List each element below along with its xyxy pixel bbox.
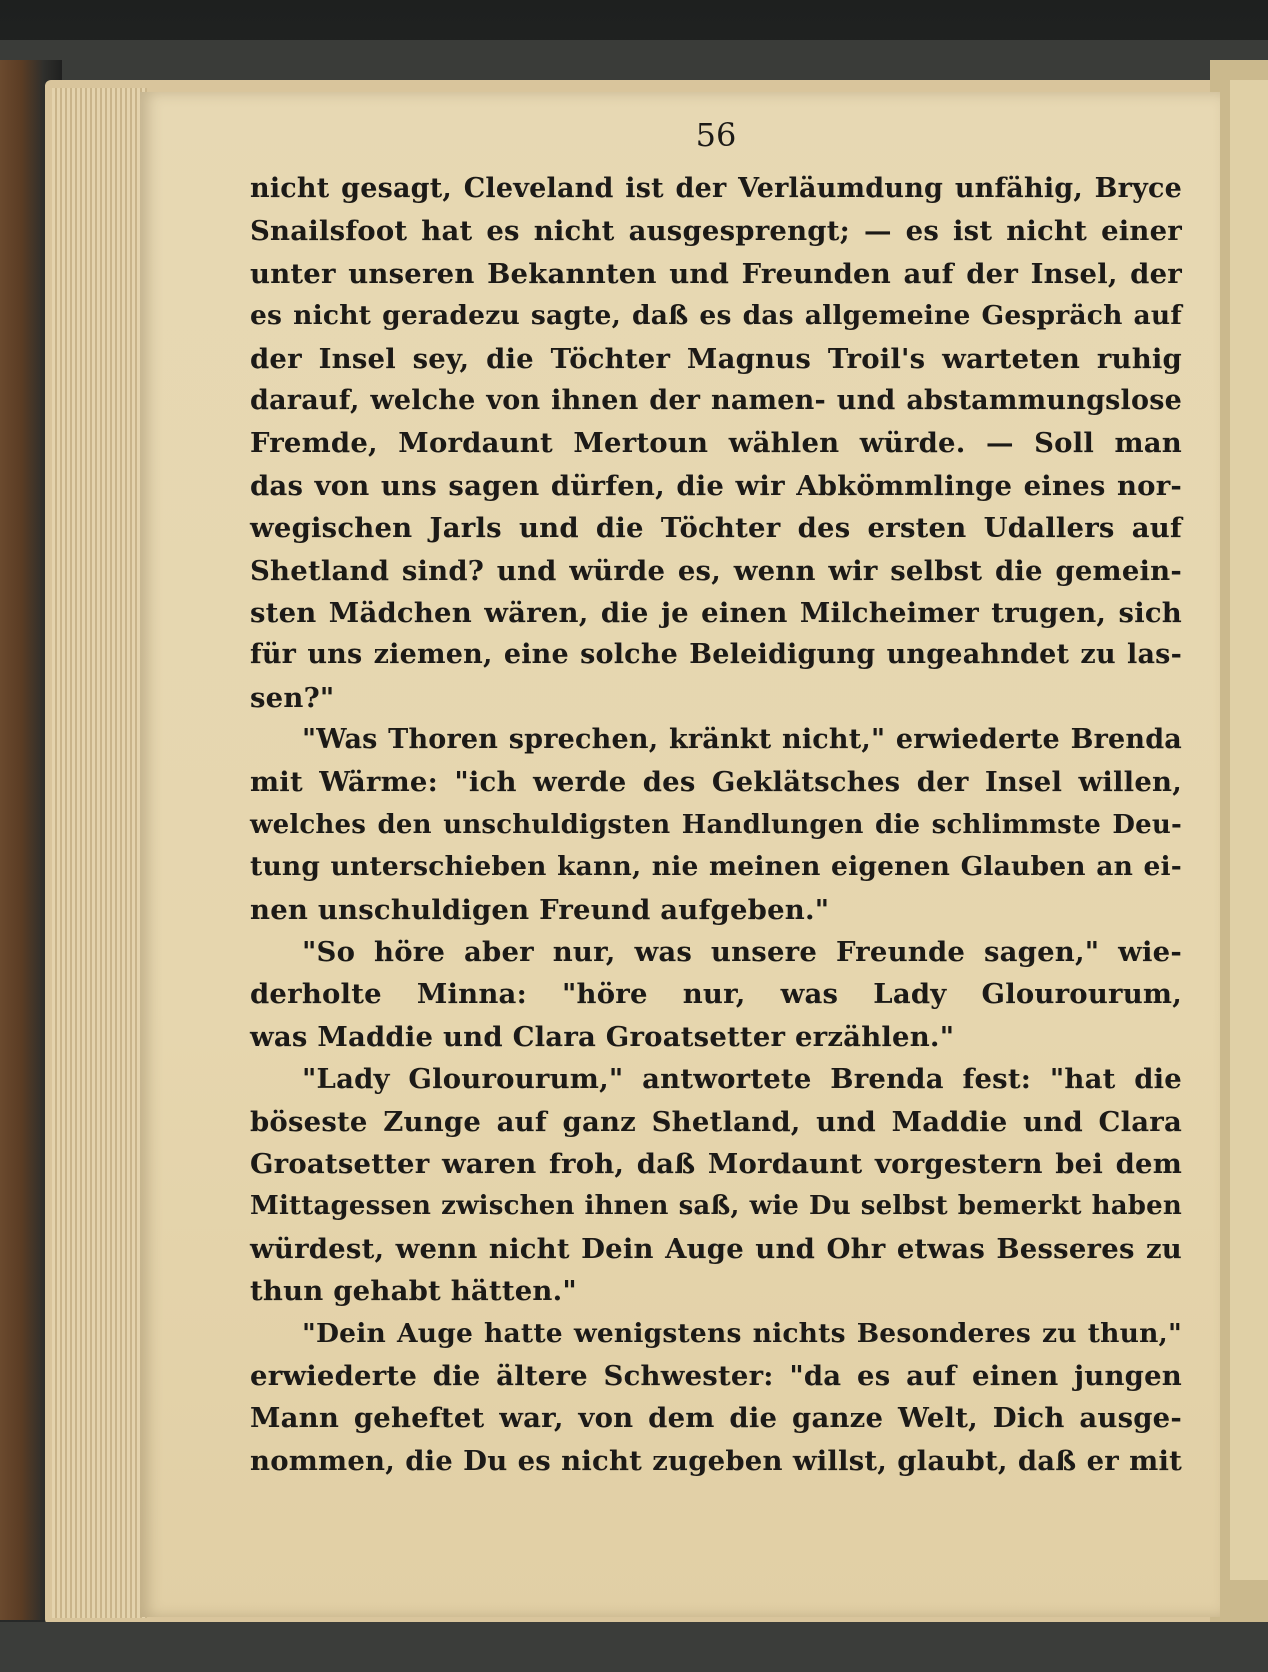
text-line: was Maddie und Clara Groatsetter erzählen." xyxy=(250,1020,955,1053)
text-line: sten Mädchen wären, die je einen Milcheimer trugen, sich xyxy=(250,596,1182,629)
text-line: nommen, die Du es nicht zugeben willst, glaubt, daß er mit xyxy=(250,1444,1182,1477)
text-line: der Insel sey, die Töchter Magnus Troil's warteten ruhig xyxy=(250,342,1182,375)
text-line: welches den unschuldigsten Handlungen die schlimmste Deu- xyxy=(250,809,1182,840)
text-line: Snailsfoot hat es nicht ausgesprengt; — es ist nicht einer xyxy=(250,215,1182,248)
page-number: 56 xyxy=(695,116,737,154)
text-line: mit Wärme: "ich werde des Geklätsches der Insel willen, xyxy=(250,766,1182,799)
text-line: für uns ziemen, eine solche Beleidigung ungeahndet zu las- xyxy=(250,639,1182,671)
text-line: erwiederte die ältere Schwester: "da es auf einen jungen xyxy=(250,1359,1182,1392)
text-line: thun gehabt hätten." xyxy=(250,1275,577,1308)
text-line: "So höre aber nur, was unsere Freunde sagen," wie- xyxy=(302,936,1182,969)
text-line: darauf, welche von ihnen der namen- und abstammungslose xyxy=(250,384,1182,416)
text-line: derholte Minna: "höre nur, was Lady Glourourum, xyxy=(250,978,1182,1011)
text-line: "Was Thoren sprechen, kränkt nicht," erwiederte Brenda xyxy=(302,724,1182,756)
next-page-edge xyxy=(1230,80,1268,1580)
text-line: nicht gesagt, Cleveland ist der Verläumdung unfähig, Bryce xyxy=(250,173,1182,204)
book-cover-bottom xyxy=(0,1622,1268,1672)
text-line: würdest, wenn nicht Dein Auge und Ohr etwas Besseres zu xyxy=(250,1232,1182,1265)
text-line: "Lady Glourourum," antwortete Brenda fest: "hat die xyxy=(302,1063,1182,1096)
text-line: sen?" xyxy=(250,681,335,714)
text-line: "Dein Auge hatte wenigstens nichts Besonderes zu thun," xyxy=(302,1317,1182,1349)
text-line: das von uns sagen dürfen, die wir Abkömmlinge eines nor- xyxy=(250,469,1182,502)
page-edges xyxy=(52,88,147,1618)
text-line: es nicht geradezu sagte, daß es das allgemeine Gespräch auf xyxy=(250,300,1182,332)
text-line: böseste Zunge auf ganz Shetland, und Maddie und Clara xyxy=(250,1105,1182,1138)
text-line: Shetland sind? und würde es, wenn wir selbst die gemein- xyxy=(250,554,1182,587)
page-text xyxy=(250,168,1182,1482)
text-line: Groatsetter waren froh, daß Mordaunt vorgestern bei dem xyxy=(250,1147,1182,1180)
text-line: Fremde, Mordaunt Mertoun wählen würde. — Soll man xyxy=(250,427,1182,460)
text-line: wegischen Jarls und die Töchter des ersten Udallers auf xyxy=(250,512,1182,545)
text-line: nen unschuldigen Freund aufgeben." xyxy=(250,893,830,926)
text-line: Mittagessen zwischen ihnen saß, wie Du selbst bemerkt haben xyxy=(250,1191,1182,1222)
text-line: Mann geheftet war, von dem die ganze Welt, Dich ausge- xyxy=(250,1402,1182,1435)
text-line: tung unterschieben kann, nie meinen eigenen Glauben an ei- xyxy=(250,851,1182,883)
text-line: unter unseren Bekannten und Freunden auf der Insel, der xyxy=(250,257,1182,290)
